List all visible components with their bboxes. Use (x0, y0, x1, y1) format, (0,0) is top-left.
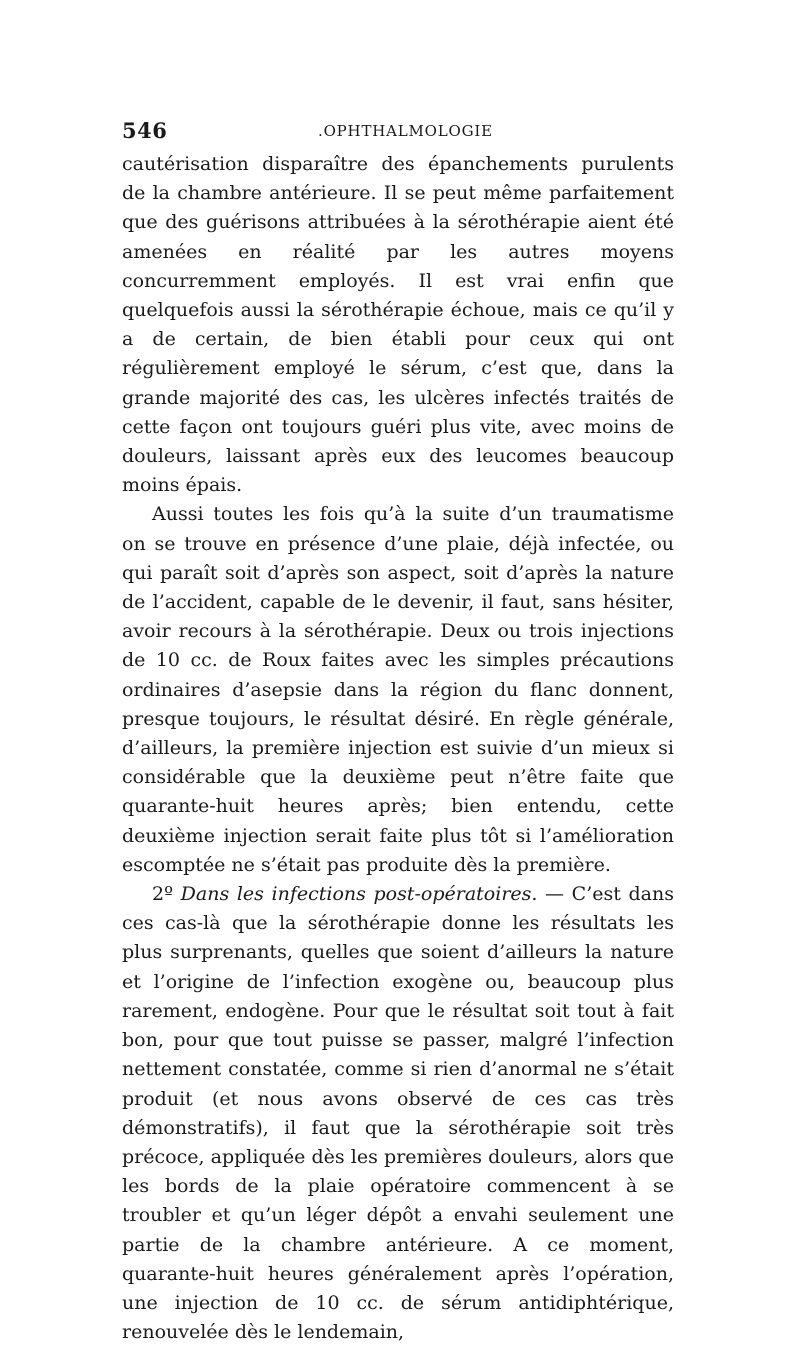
body-text (122, 150, 674, 1347)
paragraph-3: — C’est dans ces cas-là que la sérothérapie donne les résultats les plus surprenants, quelles que soient d’ailleurs la nature et l’origine de l’infection exogène ou, beaucoup plus rarement, endogène. Pour que le résultat soit tout à fait bon, pour que tout puisse se passer, malgré l’infection nettement constatée, comme si rien d’anormal ne s’était produit (et nous avons observé de ces cas très démonstratifs), il faut que la sérothérapie soit très précoce, appliquée dès les premières douleurs, alors que les bords de la plaie opératoire commencent à se troubler et qu’un léger dépôt a envahi seulement une partie de la chambre antérieure. A ce moment, quarante-huit heures généralement après l’opération, une injection de 10 cc. de sérum antidiphtérique, renouvelée dès le lendemain, (122, 883, 674, 1344)
paragraph-1: cautérisation disparaître des épanchements purulents de la chambre antérieure. Il se peut même parfaitement que des guérisons attribuées à la sérothérapie aient été amenées en réalité par les autres moyens concurremment employés. Il est vrai enfin que quelquefois aussi la sérothérapie échoue, mais ce qu’il y a de certain, de bien établi pour ceux qui ont régulièrement employé le sérum, c’est que, dans la grande majorité des cas, les ulcères infectés traités de cette façon ont toujours guéri plus vite, avec moins de douleurs, laissant après eux des leucomes beaucoup moins épais. (122, 153, 674, 497)
section-marker: 2º (152, 883, 174, 906)
paragraph-2: Aussi toutes les fois qu’à la suite d’un traumatisme on se trouve en présence d’une plaie, déjà infectée, ou qui paraît soit d’après son aspect, soit d’après la nature de l’accident, capable de le devenir, il faut, sans hésiter, avoir recours à la sérothérapie. Deux ou trois injections de 10 cc. de Roux faites avec les simples précautions ordinaires d’asepsie dans la région du flanc donnent, presque toujours, le résultat désiré. En règle générale, d’ailleurs, la première injection est suivie d’un mieux si considérable que la deuxième peut n’être faite que quarante-huit heures après; bien entendu, cette deuxième injection serait faite plus tôt si l’amélioration escomptée ne s’était pas produite dès la première. (122, 503, 674, 876)
page-number: 546 (122, 118, 168, 143)
section-title: Dans les infections post-opératoires. (180, 883, 538, 906)
page-header (122, 118, 682, 142)
paragraph-3-container (122, 880, 674, 1347)
running-head: .OPHTHALMOLOGIE (318, 122, 493, 140)
